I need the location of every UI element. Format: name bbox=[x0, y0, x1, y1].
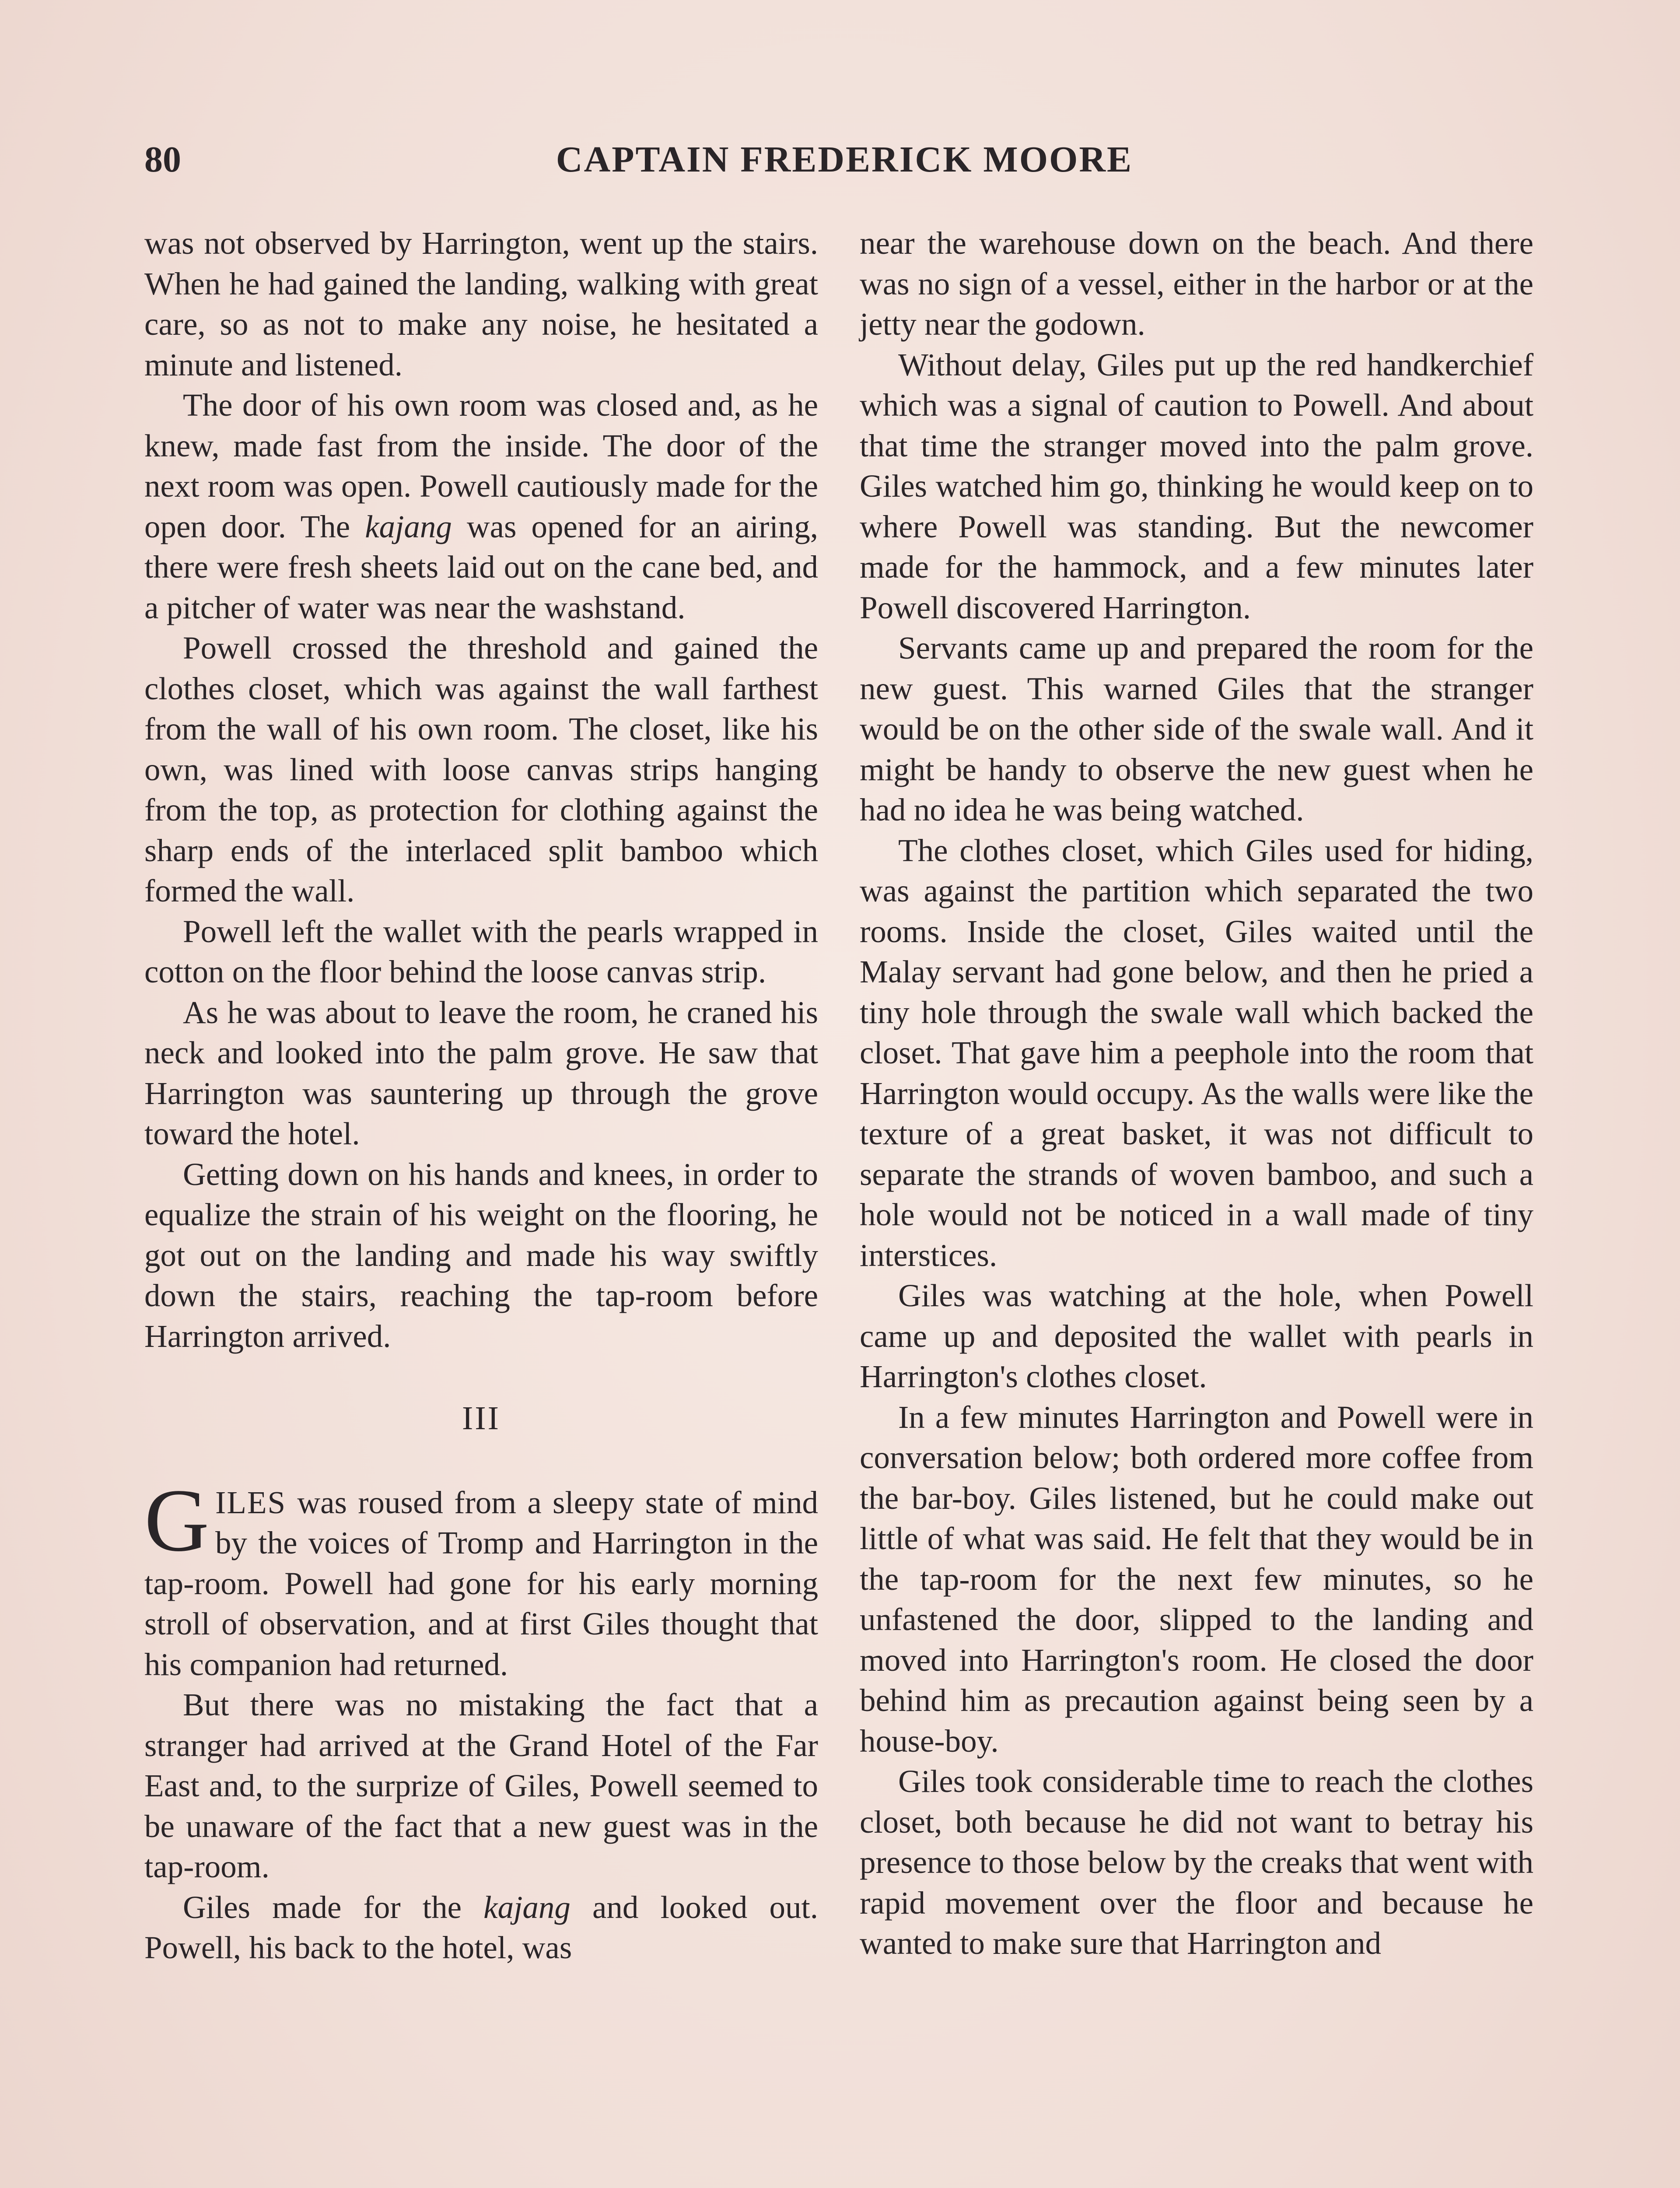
paragraph: Getting down on his hands and knees, in order to equalize the strain of his weight on the flooring, he got out on the landing and made his way swiftly down the stairs, reaching the tap-room before Harrington arrived. bbox=[144, 1156, 818, 1354]
paragraph-text: was roused from a sleepy state of mind by the voices of Tromp and Harrington in the tap-room. Powell had gone for his early morning stroll of observation, and at first Giles thought that his companion had returned. bbox=[144, 1484, 818, 1682]
running-head: CAPTAIN FREDERICK MOORE bbox=[556, 139, 1133, 180]
paragraph: Without delay, Giles put up the red handkerchief which was a signal of caution to Powell. And about that time the stranger moved into the palm grove. Giles watched him go, thinking he would keep on to where Powell was standing. But the newcomer made for the hammock, and a few minutes later Powell discovered Harrington. bbox=[860, 347, 1533, 625]
drop-cap: G bbox=[144, 1470, 210, 1570]
paragraph: The clothes closet, which Giles used for hiding, was against the partition which separated the two rooms. Inside the closet, Giles waited until the Malay servant had gone below, and then he pried a tiny hole through the swale wall which backed the closet. That gave him a peephole into the room that Harrington would occupy. As the walls were like the texture of a great basket, it was not difficult to separate the strands of woven bamboo, and such a hole would not be noticed in a wall made of tiny interstices. bbox=[860, 832, 1533, 1273]
paragraph: Giles took considerable time to reach the clothes closet, both because he did not want to betray his presence to those below by the creaks that went with rapid movement over the floor and because he wanted to make sure that Harrington and bbox=[860, 1764, 1533, 1961]
paragraph-text: and looked out. Powell, his back to the hotel, was bbox=[144, 1889, 818, 1965]
paragraph: was not observed by Harrington, went up the stairs. When he had gained the landing, walking with great care, so as not to make any noise, he hesitated a minute and listened. bbox=[144, 225, 818, 382]
paragraph: Powell left the wallet with the pearls wrapped in cotton on the floor behind the loose canvas strip. bbox=[144, 913, 818, 989]
page-header bbox=[144, 131, 1544, 188]
paragraph bbox=[144, 1887, 818, 1968]
italic-word: kajang bbox=[365, 508, 452, 544]
paragraph: In a few minutes Harrington and Powell were in conversation below; both ordered more coffee from the bar-boy. Giles listened, but he could make out little of what was said. He felt that they would be in the tap-room for the next few minutes, so he unfastened the door, slipped to the landing and moved into Harrington's room. He closed the door behind him as precaution against being seen by a house-boy. bbox=[860, 1399, 1533, 1759]
paragraph bbox=[144, 385, 818, 628]
paragraph: Servants came up and prepared the room for the new guest. This warned Giles that the stranger would be on the other side of the swale wall. And it might be handy to observe the new guest when he had no idea he was being watched. bbox=[860, 630, 1533, 828]
small-caps-lead: ILES bbox=[215, 1484, 287, 1520]
italic-word: kajang bbox=[483, 1889, 570, 1925]
paragraph: near the warehouse down on the beach. And there was no sign of a vessel, either in the harbor or at the jetty near the godown. bbox=[860, 225, 1533, 342]
paragraph: Giles was watching at the hole, when Powell came up and deposited the wallet with pearls in Harrington's clothes closet. bbox=[860, 1278, 1533, 1394]
section-heading: III bbox=[462, 1400, 500, 1437]
paragraph: But there was no mistaking the fact that a stranger had arrived at the Grand Hotel of the Far East and, to the surprize of Giles, Powell seemed to be unaware of the fact that a new guest was in the tap-room. bbox=[144, 1687, 818, 1884]
paragraph: As he was about to leave the room, he craned his neck and looked into the palm grove. He saw that Harrington was sauntering up through the grove toward the hotel. bbox=[144, 994, 818, 1151]
paragraph-text: was opened for an airing, there were fresh sheets laid out on the cane bed, and a pitcher of water was near the washstand. bbox=[144, 508, 819, 625]
paragraph bbox=[144, 1470, 818, 1685]
left-column bbox=[144, 223, 818, 1968]
paragraph-text: The door of his own room was closed and, as he knew, made fast from the inside. The door of the next room was open. Powell cautiously made for the open door. The bbox=[144, 387, 818, 544]
page-number: 80 bbox=[144, 139, 181, 180]
paragraph-text: Giles made for the bbox=[183, 1889, 484, 1925]
right-column bbox=[860, 223, 1533, 1964]
paragraph: Powell crossed the threshold and gained the clothes closet, which was against the wall farthest from the wall of his own room. The closet, like his own, was lined with loose canvas strips hanging from the top, as protection for clothing against the sharp ends of the interlaced split bamboo which formed the wall. bbox=[144, 630, 818, 908]
